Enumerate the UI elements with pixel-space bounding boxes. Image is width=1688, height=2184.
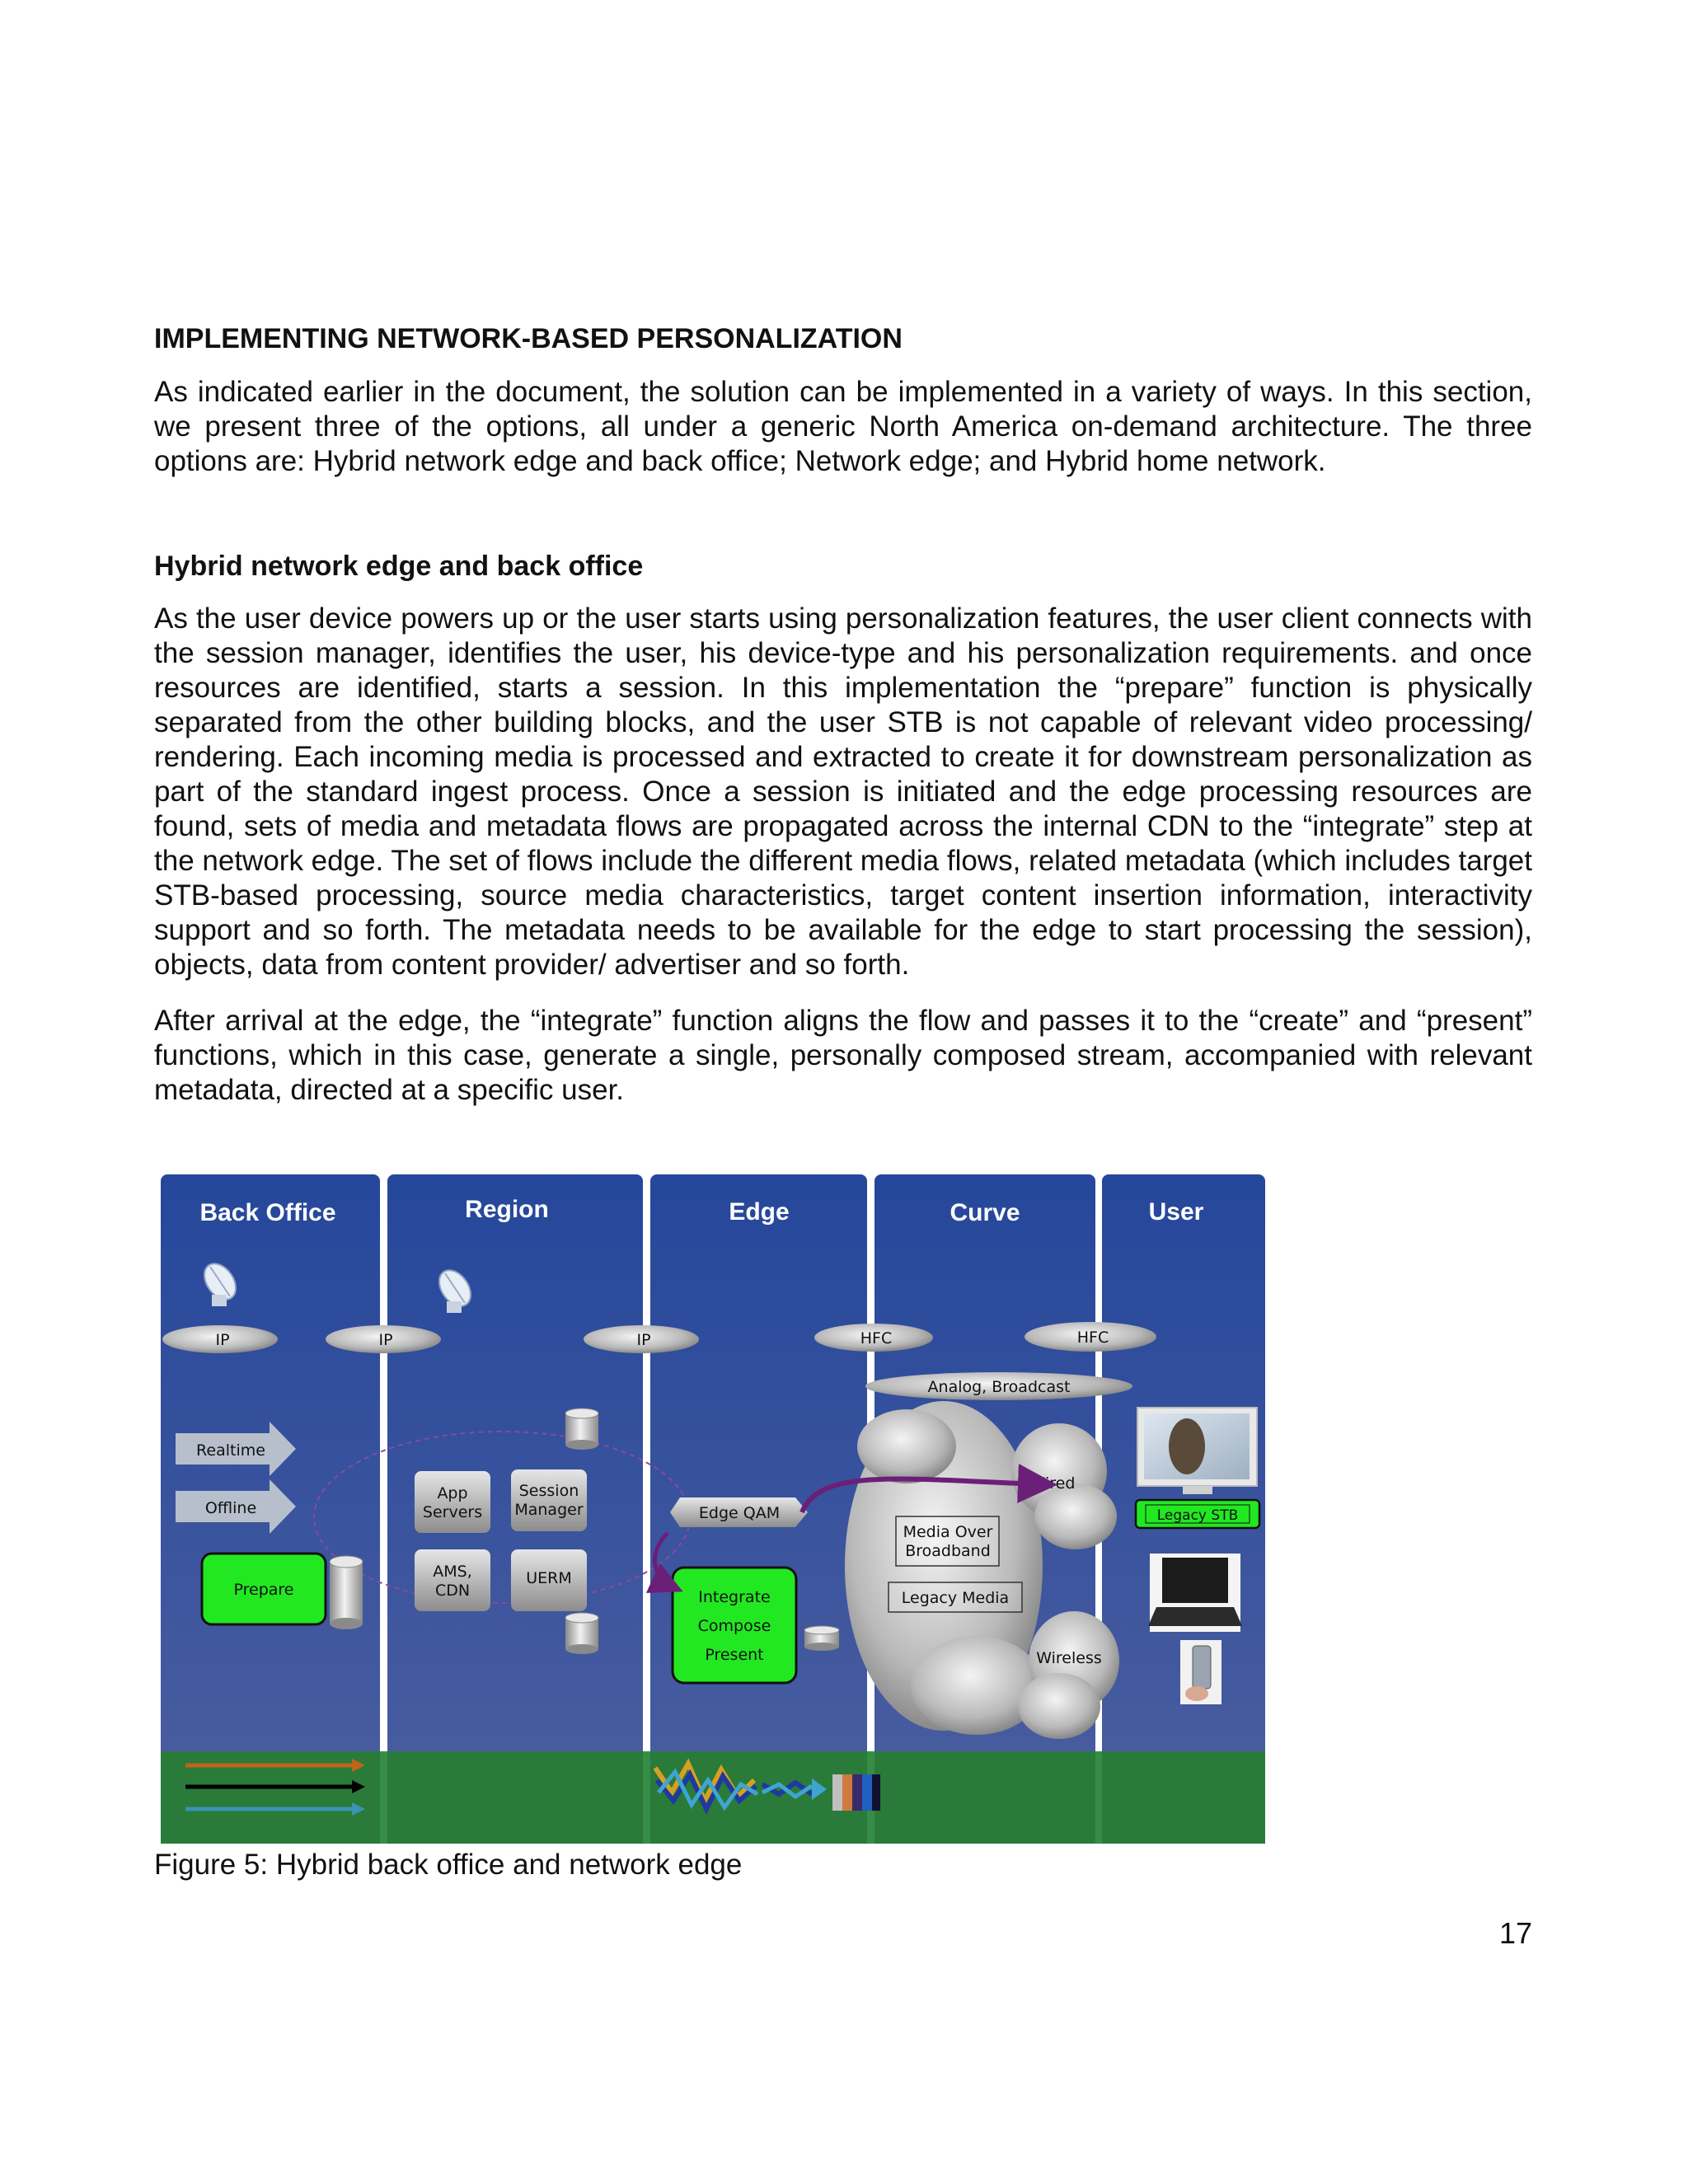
offline-label: Offline (204, 1499, 257, 1517)
page-number: 17 (1498, 1916, 1532, 1950)
storage-cylinder-icon (330, 1556, 363, 1629)
legacy-media-box (889, 1582, 1022, 1612)
cloud-ip-3 (584, 1325, 699, 1353)
session-manager-box (511, 1469, 587, 1531)
body-paragraph-1: As the user device powers up or the user starts using personalization features, the user client connects with the session manager, identifies the user, his device-type and his personalization requirements. and once resources are identified, starts a session. In this implementation the “prepare” function is physically separated from the other building blocks, and the user STB is not capable of relevant video processing/ rendering. Each incoming media is processed and extracted to create it for downstream personalization as part of the standard ingest process. Once a session is initiated and the edge processing resources are found, sets of media and metadata flows are propagated across the internal CDN to the “integrate” step at the network edge. The set of flows include the different media flows, related metadata (which includes target STB-based processing, source media characteristics, target content insertion information, interactivity support and so forth. The metadata needs to be available for the edge to start processing the session), objects, data from content provider/ advertiser and so forth. (154, 602, 1532, 981)
column-title-back-office: Back Office (199, 1199, 336, 1226)
tv-icon (1137, 1408, 1257, 1494)
integrate-label: Integrate (698, 1588, 771, 1606)
legacy-stb-box (1136, 1500, 1259, 1528)
wired-label: Wired (1029, 1474, 1076, 1493)
body-paragraph-2: After arrival at the edge, the “integrate” function aligns the flow and passes it to the “create” and “present” functions, which in this case, generate a single, personally composed stream, accompanied with relevant metadata, directed at a specific user. (154, 1005, 1532, 1106)
ams-cdn-box (415, 1549, 490, 1611)
uerm-box (511, 1549, 587, 1611)
laptop-icon (1148, 1554, 1242, 1632)
present-label: Present (705, 1646, 764, 1664)
app-servers-box (415, 1471, 490, 1533)
compose-label: Compose (697, 1617, 771, 1635)
section-heading: IMPLEMENTING NETWORK-BASED PERSONALIZATION (154, 323, 903, 354)
figure-caption: Figure 5: Hybrid back office and network edge (154, 1849, 743, 1881)
edge-qam-label: Edge QAM (698, 1504, 781, 1522)
media-over-broadband-box (896, 1516, 999, 1566)
ams-cdn-label-line1: AMS, (433, 1563, 472, 1581)
column-title-edge: Edge (729, 1198, 790, 1226)
app-servers-label-line1: App (437, 1484, 468, 1502)
storage-cylinder-icon (565, 1408, 598, 1450)
column-title-region: Region (465, 1196, 549, 1223)
cloud-ip-1 (162, 1325, 278, 1353)
legend-arrows (185, 1759, 365, 1816)
legacy-stb-label: Legacy STB (1156, 1507, 1239, 1524)
column-title-curve: Curve (950, 1199, 1020, 1226)
prepare-box (202, 1554, 326, 1624)
edge-qam-box (670, 1497, 808, 1527)
session-manager-label-line2: Manager (514, 1501, 584, 1519)
cloud-label: IP (636, 1331, 651, 1349)
cloud-analog-broadcast (865, 1372, 1132, 1400)
cloud-ip-2 (326, 1325, 441, 1353)
intro-paragraph: As indicated earlier in the document, the solution can be implemented in a variety of ways. In this section, we present three of the options, all under a generic North America on-demand architecture. The three options are: Hybrid network edge and back office; Network edge; and Hybrid home network. (154, 376, 1532, 477)
realtime-label: Realtime (196, 1441, 265, 1460)
app-servers-label-line2: Servers (422, 1503, 483, 1521)
edge-functions-box (673, 1568, 796, 1683)
media-over-broadband-line2: Broadband (905, 1542, 991, 1560)
ams-cdn-label-line2: CDN (434, 1582, 471, 1600)
legacy-media-label: Legacy Media (901, 1589, 1010, 1607)
column-title-user: User (1148, 1198, 1204, 1226)
cloud-label: IP (215, 1331, 230, 1349)
subsection-heading: Hybrid network edge and back office (154, 551, 644, 582)
storage-cylinder-icon (565, 1613, 598, 1654)
cloud-label: HFC (860, 1329, 893, 1347)
media-over-broadband-line1: Media Over (903, 1523, 993, 1541)
uerm-label: UERM (526, 1569, 572, 1587)
storage-cylinder-icon (804, 1626, 839, 1651)
analog-broadcast-label: Analog, Broadcast (927, 1378, 1071, 1396)
wireless-label: Wireless (1036, 1649, 1102, 1667)
architecture-diagram (161, 1174, 1279, 1844)
cloud-label: HFC (1076, 1329, 1109, 1347)
cloud-label: IP (378, 1331, 393, 1349)
mobile-phone-icon (1180, 1640, 1221, 1704)
session-manager-label-line1: Session (518, 1482, 579, 1500)
cloud-hfc-1 (814, 1324, 933, 1352)
cloud-hfc-2 (1025, 1322, 1156, 1352)
prepare-label: Prepare (233, 1581, 294, 1599)
